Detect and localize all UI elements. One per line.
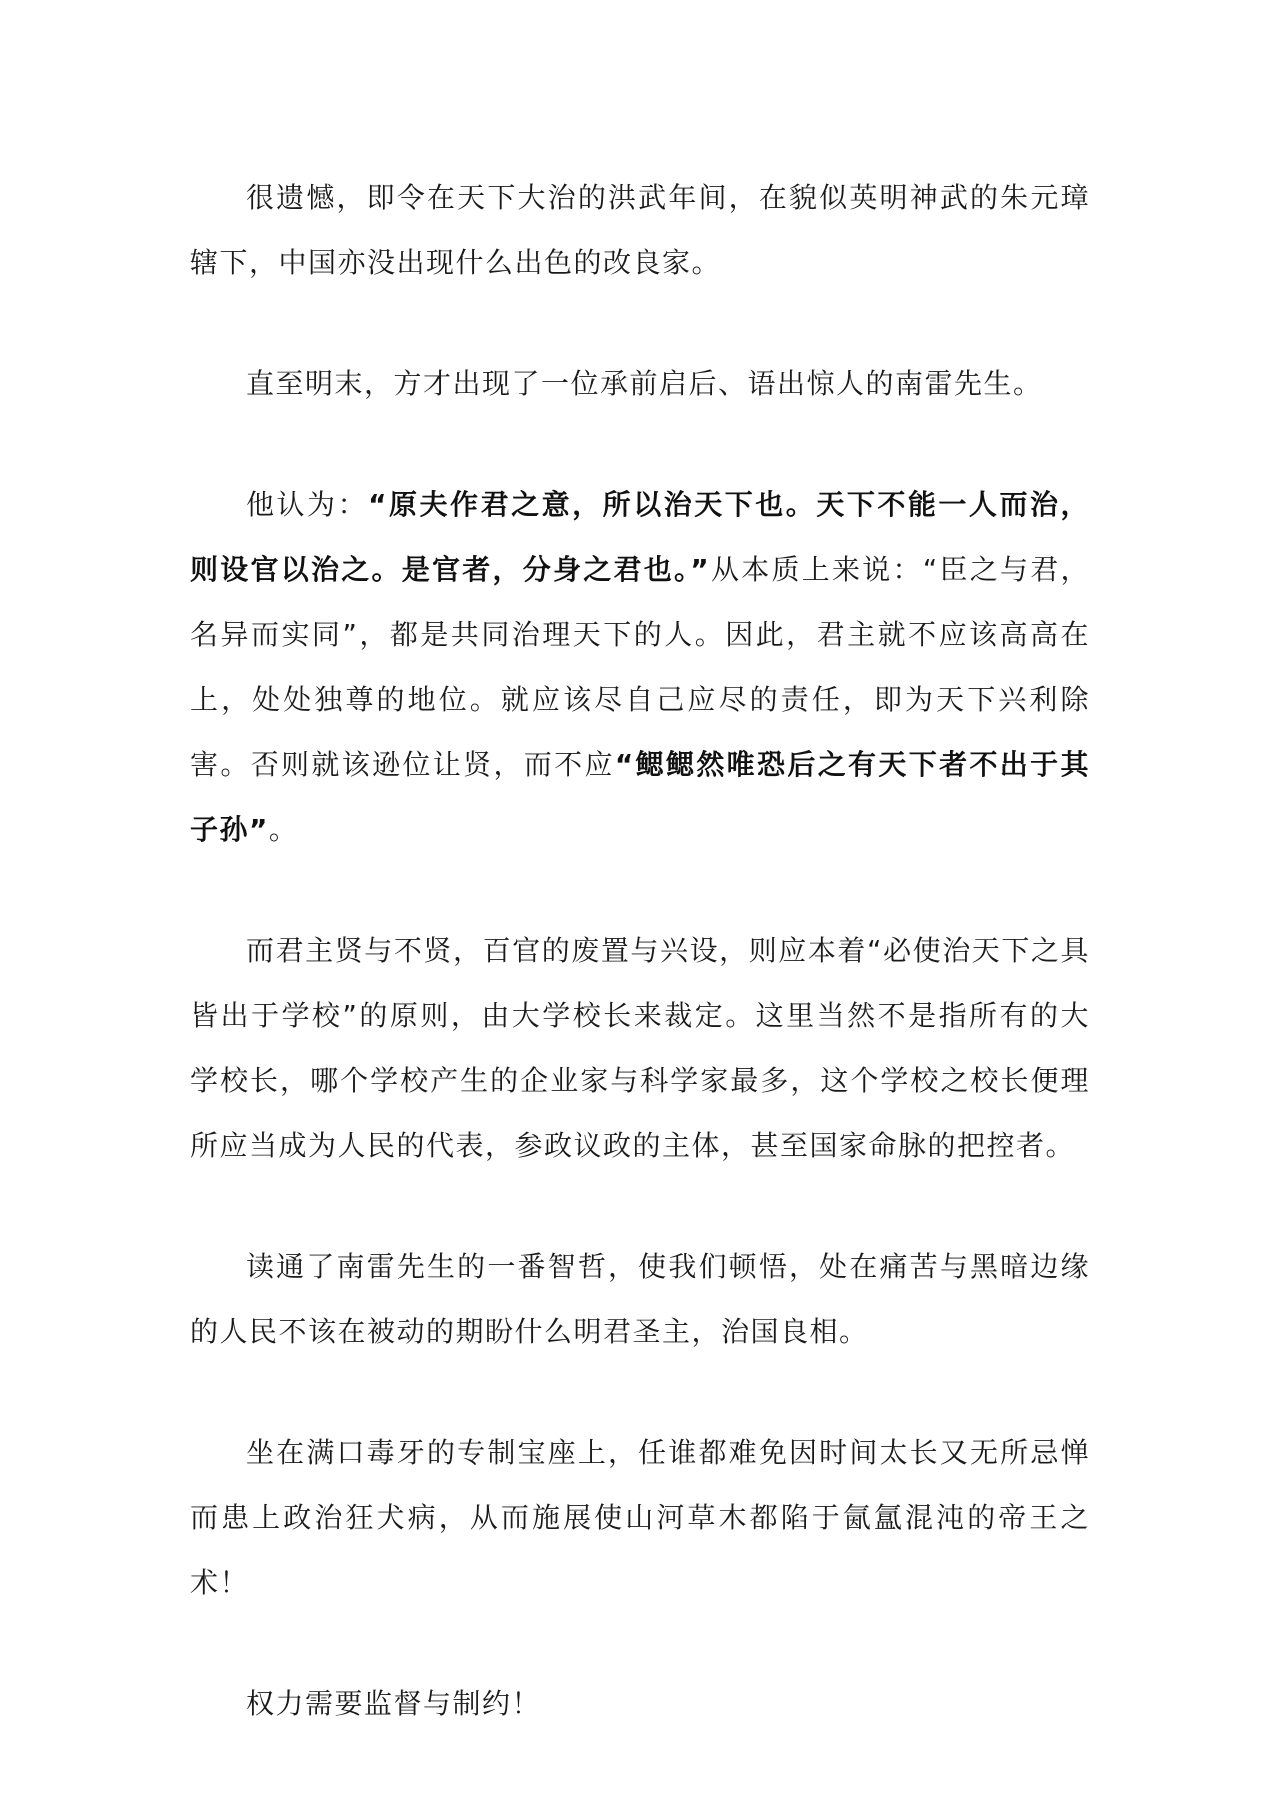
paragraph-6 — [190, 1420, 1090, 1615]
paragraph-3-end: 。 — [268, 813, 299, 846]
paragraph-2-text: 直至明末，方才出现了一位承前启后、语出惊人的南雷先生。 — [246, 367, 1043, 400]
paragraph-4 — [190, 918, 1090, 1178]
paragraph-5 — [190, 1234, 1090, 1364]
paragraph-6-text: 坐在满口毒牙的专制宝座上，任谁都难免因时间太长又无所忌惮而患上政治狂犬病，从而施展使山河草木都陷于氤氲混沌的帝王之术！ — [190, 1436, 1090, 1599]
paragraph-3-body: 从本质上来说：“臣之与君，名异而实同”，都是共同治理天下的人。因此，君主就不应该高高在上，处处独尊的地位。就应该尽自己应尽的责任，即为天下兴利除害。否则就该逊位让贤，而不应 — [190, 553, 1090, 781]
document-body — [190, 165, 1090, 1792]
paragraph-3-quote-2: “鳃鳃然唯恐后之有天下者不出于其子孙” — [190, 748, 1090, 846]
paragraph-1-text: 很遗憾，即令在天下大治的洪武年间，在貌似英明神武的朱元璋辖下，中国亦没出现什么出色的改良家。 — [190, 181, 1090, 279]
paragraph-2 — [190, 351, 1090, 416]
paragraph-7-text: 权力需要监督与制约！ — [246, 1687, 542, 1720]
paragraph-7 — [190, 1671, 1090, 1736]
paragraph-5-text: 读通了南雷先生的一番智哲，使我们顿悟，处在痛苦与黑暗边缘的人民不该在被动的期盼什么明君圣主，治国良相。 — [190, 1250, 1090, 1348]
paragraph-3-quote-1: “原夫作君之意，所以治天下也。天下不能一人而治，则设官以治之。是官者，分身之君也。” — [190, 488, 1090, 586]
paragraph-1 — [190, 165, 1090, 295]
paragraph-4-text: 而君主贤与不贤，百官的废置与兴设，则应本着“必使治天下之具皆出于学校”的原则，由大学校长来裁定。这里当然不是指所有的大学校长，哪个学校产生的企业家与科学家最多，这个学校之校长便理所应当成为人民的代表，参政议政的主体，甚至国家命脉的把控者。 — [190, 934, 1090, 1162]
paragraph-3 — [190, 472, 1090, 862]
paragraph-3-lead: 他认为： — [246, 488, 369, 521]
